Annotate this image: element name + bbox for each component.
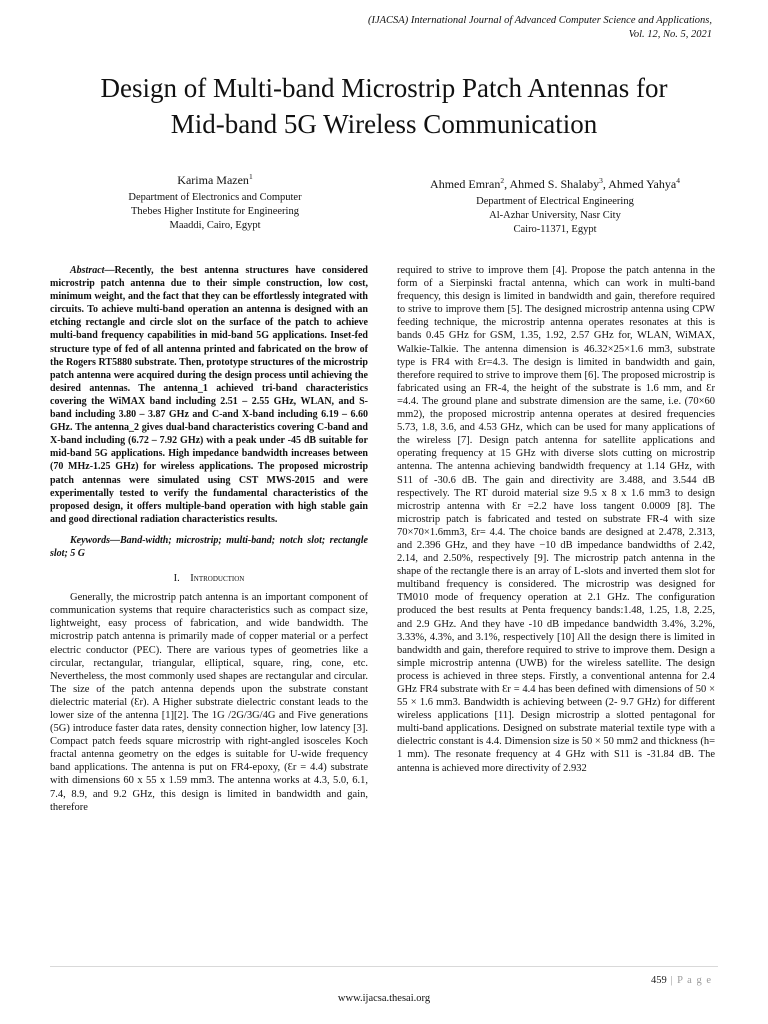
footer-divider (50, 966, 718, 967)
paper-title (40, 70, 728, 142)
intro-paragraph-right: required to strive to improve them [4]. Propose the patch antenna in the form of a Sierpinski fractal antenna, which can work in multi-band frequency, this design is limited in bandwidth and gain, therefore required to strive to improve them [5]. The designed microstrip antenna using CPW feeding technique, the microstrip antenna operates resonates at this is bands 0.45 GHz for GSM, 1.35, 1.92, 2.57 GHz for, WLAN, WiMAX, Walkie-Talkie. The antenna dimension is 46.32×25×1.6 mm3, substrate type is FR4 with Ɛr=4.3. The design is limited in bandwidth and gain, therefore required to strive to improve them [6]. The proposed microstrip is fabricated using an FR-4, the height of the substrate is 1.6 mm, and Ɛr =4.4. The ground plane and substrate dimension are the same, i.e. (70×60 mm2), the proposed microstrip antenna operates at desired frequencies 5.73, 1.8, 3.6, and 4.53 GHz, which can be used for many applications of the wireless [7]. Design patch antenna for satellite applications and operating frequency at 15 GHz with diverse slots cutting on microstrip antenna. The antenna achieving bandwidth frequency at 1.14 GHz, with S11 of -30.6 dB. The gain and directivity are 3.488, and 3.544 dB respectively. The RT duroid material size 9.5 x 8 x 1.6 mm3 to design microstrip antenna with Ɛr =2.2 have loss tangent 0.0009 [8]. The microstrip patch is fabricated and tested on substrate FR-4 with size 70×70×1.6mm3, Ɛr= 4.4. The choice bands are designed at 2.478, 2.313, and 2.396 GHz, and they have −10 dB impedance bandwidths of 2.42, 2.14, and 2.50%, respectively [9]. The microstrip patch antenna in the shape of the rectangle there is an array of L-slots and inverted them slot for multiband frequency is considered. The microstrip was designed for TM010 mode of frequency operation at 2.1 GHz. The configuration produced the best results at Penta frequency bands:1.48, 1.25, 1.8, 2.25, and 2.9 GHz. And they have -10 dB impedance bandwidth 3.4%, 3.2%, 3.33%, 4.3%, and 3.1%, respectively [10] All the design there is limited in bandwidth and gain, therefore required to strive to improve them. Design a simple microstrip antenna (UWB) for the wireless satellite. The design process is achieved in three steps. Firstly, a conventional antenna for 2.4 GHz FR4 substrate with Ɛr = 4.4 has been defined with dimensions of 50 × 55 × 1.6 mm3. Bandwidth is achieving between (2- 9.7 GHz) for different wireless applications [11]. Design microstrip a slotted pentagonal for multi-band applications. Designed on substrate material textile type with a dielectric constant is 4.4. Dimension size is 50 × 50 mm2 and thickness (h= 1 mm). The resonate frequency at 4 GHz with S11 is -31.84 dB. The antenna is achieved more directivity of 2.932 (397, 265, 715, 774)
right-column (397, 264, 715, 775)
author-inst-right: Al-Azhar University, Nasr City (489, 210, 621, 221)
author-names-right: Ahmed Emran$^2$, Ahmed S. Shalaby$^3$, Ahmed Yahya$^4$ (430, 176, 680, 191)
abstract (50, 264, 368, 526)
abstract-lead: Abstract (70, 265, 105, 276)
journal-header (368, 14, 712, 42)
keywords: Keywords—Band-width; microstrip; multi-band; notch slot; rectangle slot; 5 G (50, 534, 368, 559)
journal-header-line1: (IJACSA) International Journal of Advanced Computer Science and Applications, (367, 15, 712, 26)
intro-paragraph-left: Generally, the microstrip patch antenna is an important component of communication systems that require characteristics such as compact size, lightweight, easy process of fabrication, and wide bandwidth. The microstrip patch antenna is primarily made of copper material or a perfect electric conductor (PEC). There are various types of geometries like a circular, rectangular, triangular, elliptical, square, ring, cone, etc. Nevertheless, the most commonly used shapes are rectangular and circular. The size of the patch antenna depends upon the substrate constant dielectric material (Ɛr). A Higher substrate dielectric constant leads to the lower size of the antenna [1][2]. The 1G /2G/3G/4G and Five generations (5G) introduce faster data rates, density connection higher, low latency [3]. Compact patch feeds square microstrip with right-angled isosceles Koch fractal antenna geometry on the edges is suitable for U-wide frequency band applications. The antenna is put on FR4-epoxy, (Ɛr = 4.4) substrate with dimensions 60 x 55 x 1.59 mm3. The antenna works at 4.3, 5.0, 6.1, 7.4, 8.9, and 9.2 GHz, this design is limited in bandwidth and gain, therefore (50, 592, 368, 813)
page-number: 459 | P a g e (650, 975, 712, 986)
author-city-left: Maaddi, Cairo, Egypt (169, 220, 261, 231)
paper-title-line1: Design of Multi-band Microstrip Patch Antennas for (100, 73, 668, 103)
paper-title-line2: Mid-band 5G Wireless Communication (170, 109, 598, 139)
author-name-left: Karima Mazen$^1$ (177, 172, 253, 187)
author-block-left (80, 168, 350, 233)
footer-url: www.ijacsa.thesai.org (337, 993, 431, 1004)
abstract-text: —Recently, the best antenna structures have considered microstrip patch antenna due to their simple construction, low cost, minimum weight, and the fact that they can be effortlessly integrated with circuits. To achieve multi-band operation an antenna is designed with an etching rectangle and circle slot on the surface of the patch to achieve multi-band frequency capabilities in mid-band 5G applications. Inset-fed structure type of fed of all antenna printed and fabricated on the brow of the Rogers RT5880 substrate. Then, prototype structures of the microstrip patch antenna were acquired during the design process until achieving the desired antennas. The antenna_1 achieved tri-band characteristics covering the WiMAX band including 2.51 – 2.55 GHz, WLAN, and S-band including 3.80 – 3.87 GHz and C-and X-band including 6.19 – 6.60 GHz. The antenna_2 gives dual-band characteristics covering C-band and X-band including (6.72 – 7.92 GHz) with a peak under -45 dB suitable for mid-band 5G applications. High impedance bandwidth increases between (70 MHz-1.25 GHz) for wireless applications. The proposed microstrip patch antennas were simulated using CST MWS-2015 and were experimentally tested to verify the fundamental characteristics of the proposed design, it offers multiple-band operation with high stable gain and good directional radiation characteristics results. (50, 265, 368, 525)
author-dept-left: Department of Electronics and Computer (128, 192, 302, 203)
section-heading-introduction: I. Introduction (173, 573, 245, 585)
author-block-right (395, 172, 715, 237)
author-city-right: Cairo-11371, Egypt (513, 224, 597, 235)
left-column (50, 264, 368, 814)
author-dept-right: Department of Electrical Engineering (476, 196, 634, 207)
author-inst-left: Thebes Higher Institute for Engineering (131, 206, 299, 217)
journal-header-line2: Vol. 12, No. 5, 2021 (628, 29, 712, 40)
